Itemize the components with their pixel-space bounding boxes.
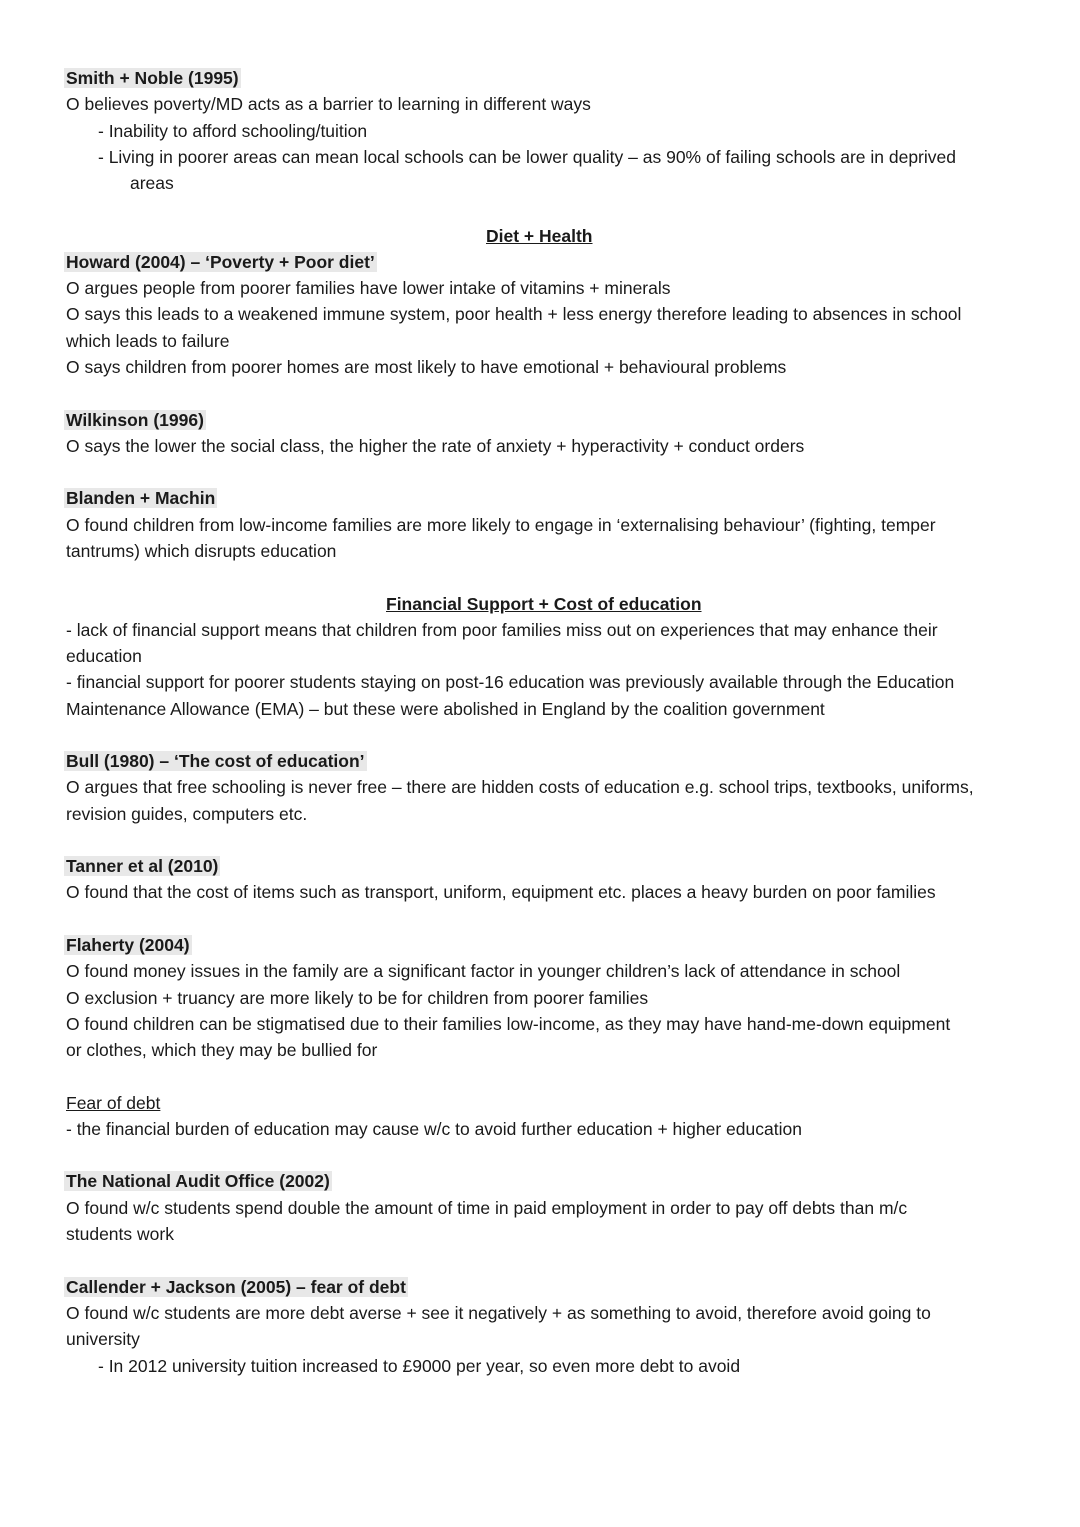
callender-line-1: O found w/c students are more debt averse + see it negatively + as something to avoid, therefore avoid going to (66, 1303, 931, 1323)
fear-debt-title: Fear of debt (66, 1093, 161, 1113)
flaherty-line-4: or clothes, which they may be bullied for (66, 1040, 378, 1060)
financial-heading: Financial Support + Cost of education (386, 594, 702, 614)
smith-noble-title: Smith + Noble (1995) (66, 68, 239, 88)
financial-line-2: education (66, 646, 142, 666)
nao-line-1: O found w/c students spend double the amount of time in paid employment in order to pay off debts than m/c (66, 1198, 908, 1218)
wilkinson-title: Wilkinson (1996) (66, 410, 204, 430)
fear-debt-line-1: - the financial burden of education may cause w/c to avoid further education + higher education (66, 1119, 802, 1139)
flaherty-line-3: O found children can be stigmatised due to their families low-income, as they may have hand-me-down equipment (66, 1014, 951, 1034)
callender-title: Callender + Jackson (2005) – fear of debt (66, 1277, 406, 1297)
callender-line-2: university (66, 1329, 140, 1349)
tanner-line-1: O found that the cost of items such as transport, uniform, equipment etc. places a heavy burden on poor families (66, 882, 936, 902)
bull-title: Bull (1980) – ‘The cost of education’ (66, 751, 365, 771)
blanden-line-1: O found children from low-income families are more likely to engage in ‘externalising behaviour’ (fighting, temper (66, 515, 936, 535)
diet-health-heading: Diet + Health (486, 226, 593, 246)
bull-line-1: O argues that free schooling is never free – there are hidden costs of education e.g. school trips, textbooks, uniforms, (66, 777, 974, 797)
blanden-title: Blanden + Machin (66, 488, 216, 508)
flaherty-line-1: O found money issues in the family are a significant factor in younger children’s lack of attendance in school (66, 961, 901, 981)
smith-noble-bullet-2: - Living in poorer areas can mean local schools can be lower quality – as 90% of failing schools are in deprived (98, 147, 956, 167)
howard-line-1: O argues people from poorer families have lower intake of vitamins + minerals (66, 278, 671, 298)
tanner-title: Tanner et al (2010) (66, 856, 219, 876)
howard-line-4: O says children from poorer homes are most likely to have emotional + behavioural problems (66, 357, 787, 377)
bull-line-2: revision guides, computers etc. (66, 804, 308, 824)
financial-line-1: - lack of financial support means that children from poor families miss out on experiences that may enhance their (66, 620, 938, 640)
howard-line-2: O says this leads to a weakened immune system, poor health + less energy therefore leading to absences in school (66, 304, 962, 324)
financial-line-4: Maintenance Allowance (EMA) – but these were abolished in England by the coalition government (66, 699, 825, 719)
howard-title: Howard (2004) – ‘Poverty + Poor diet’ (66, 252, 375, 272)
blanden-line-2: tantrums) which disrupts education (66, 541, 337, 561)
smith-noble-bullet-1: - Inability to afford schooling/tuition (98, 121, 368, 141)
flaherty-line-2: O exclusion + truancy are more likely to be for children from poorer families (66, 988, 649, 1008)
smith-noble-line-1: O believes poverty/MD acts as a barrier to learning in different ways (66, 94, 591, 114)
financial-line-3: - financial support for poorer students staying on post-16 education was previously available through the Education (66, 672, 955, 692)
smith-noble-bullet-2-cont: areas (130, 173, 174, 193)
callender-bullet-1: - In 2012 university tuition increased to £9000 per year, so even more debt to avoid (98, 1356, 741, 1376)
wilkinson-line-1: O says the lower the social class, the higher the rate of anxiety + hyperactivity + conduct orders (66, 436, 805, 456)
nao-line-2: students work (66, 1224, 174, 1244)
howard-line-3: which leads to failure (66, 331, 230, 351)
flaherty-title: Flaherty (2004) (66, 935, 190, 955)
nao-title: The National Audit Office (2002) (66, 1171, 330, 1191)
